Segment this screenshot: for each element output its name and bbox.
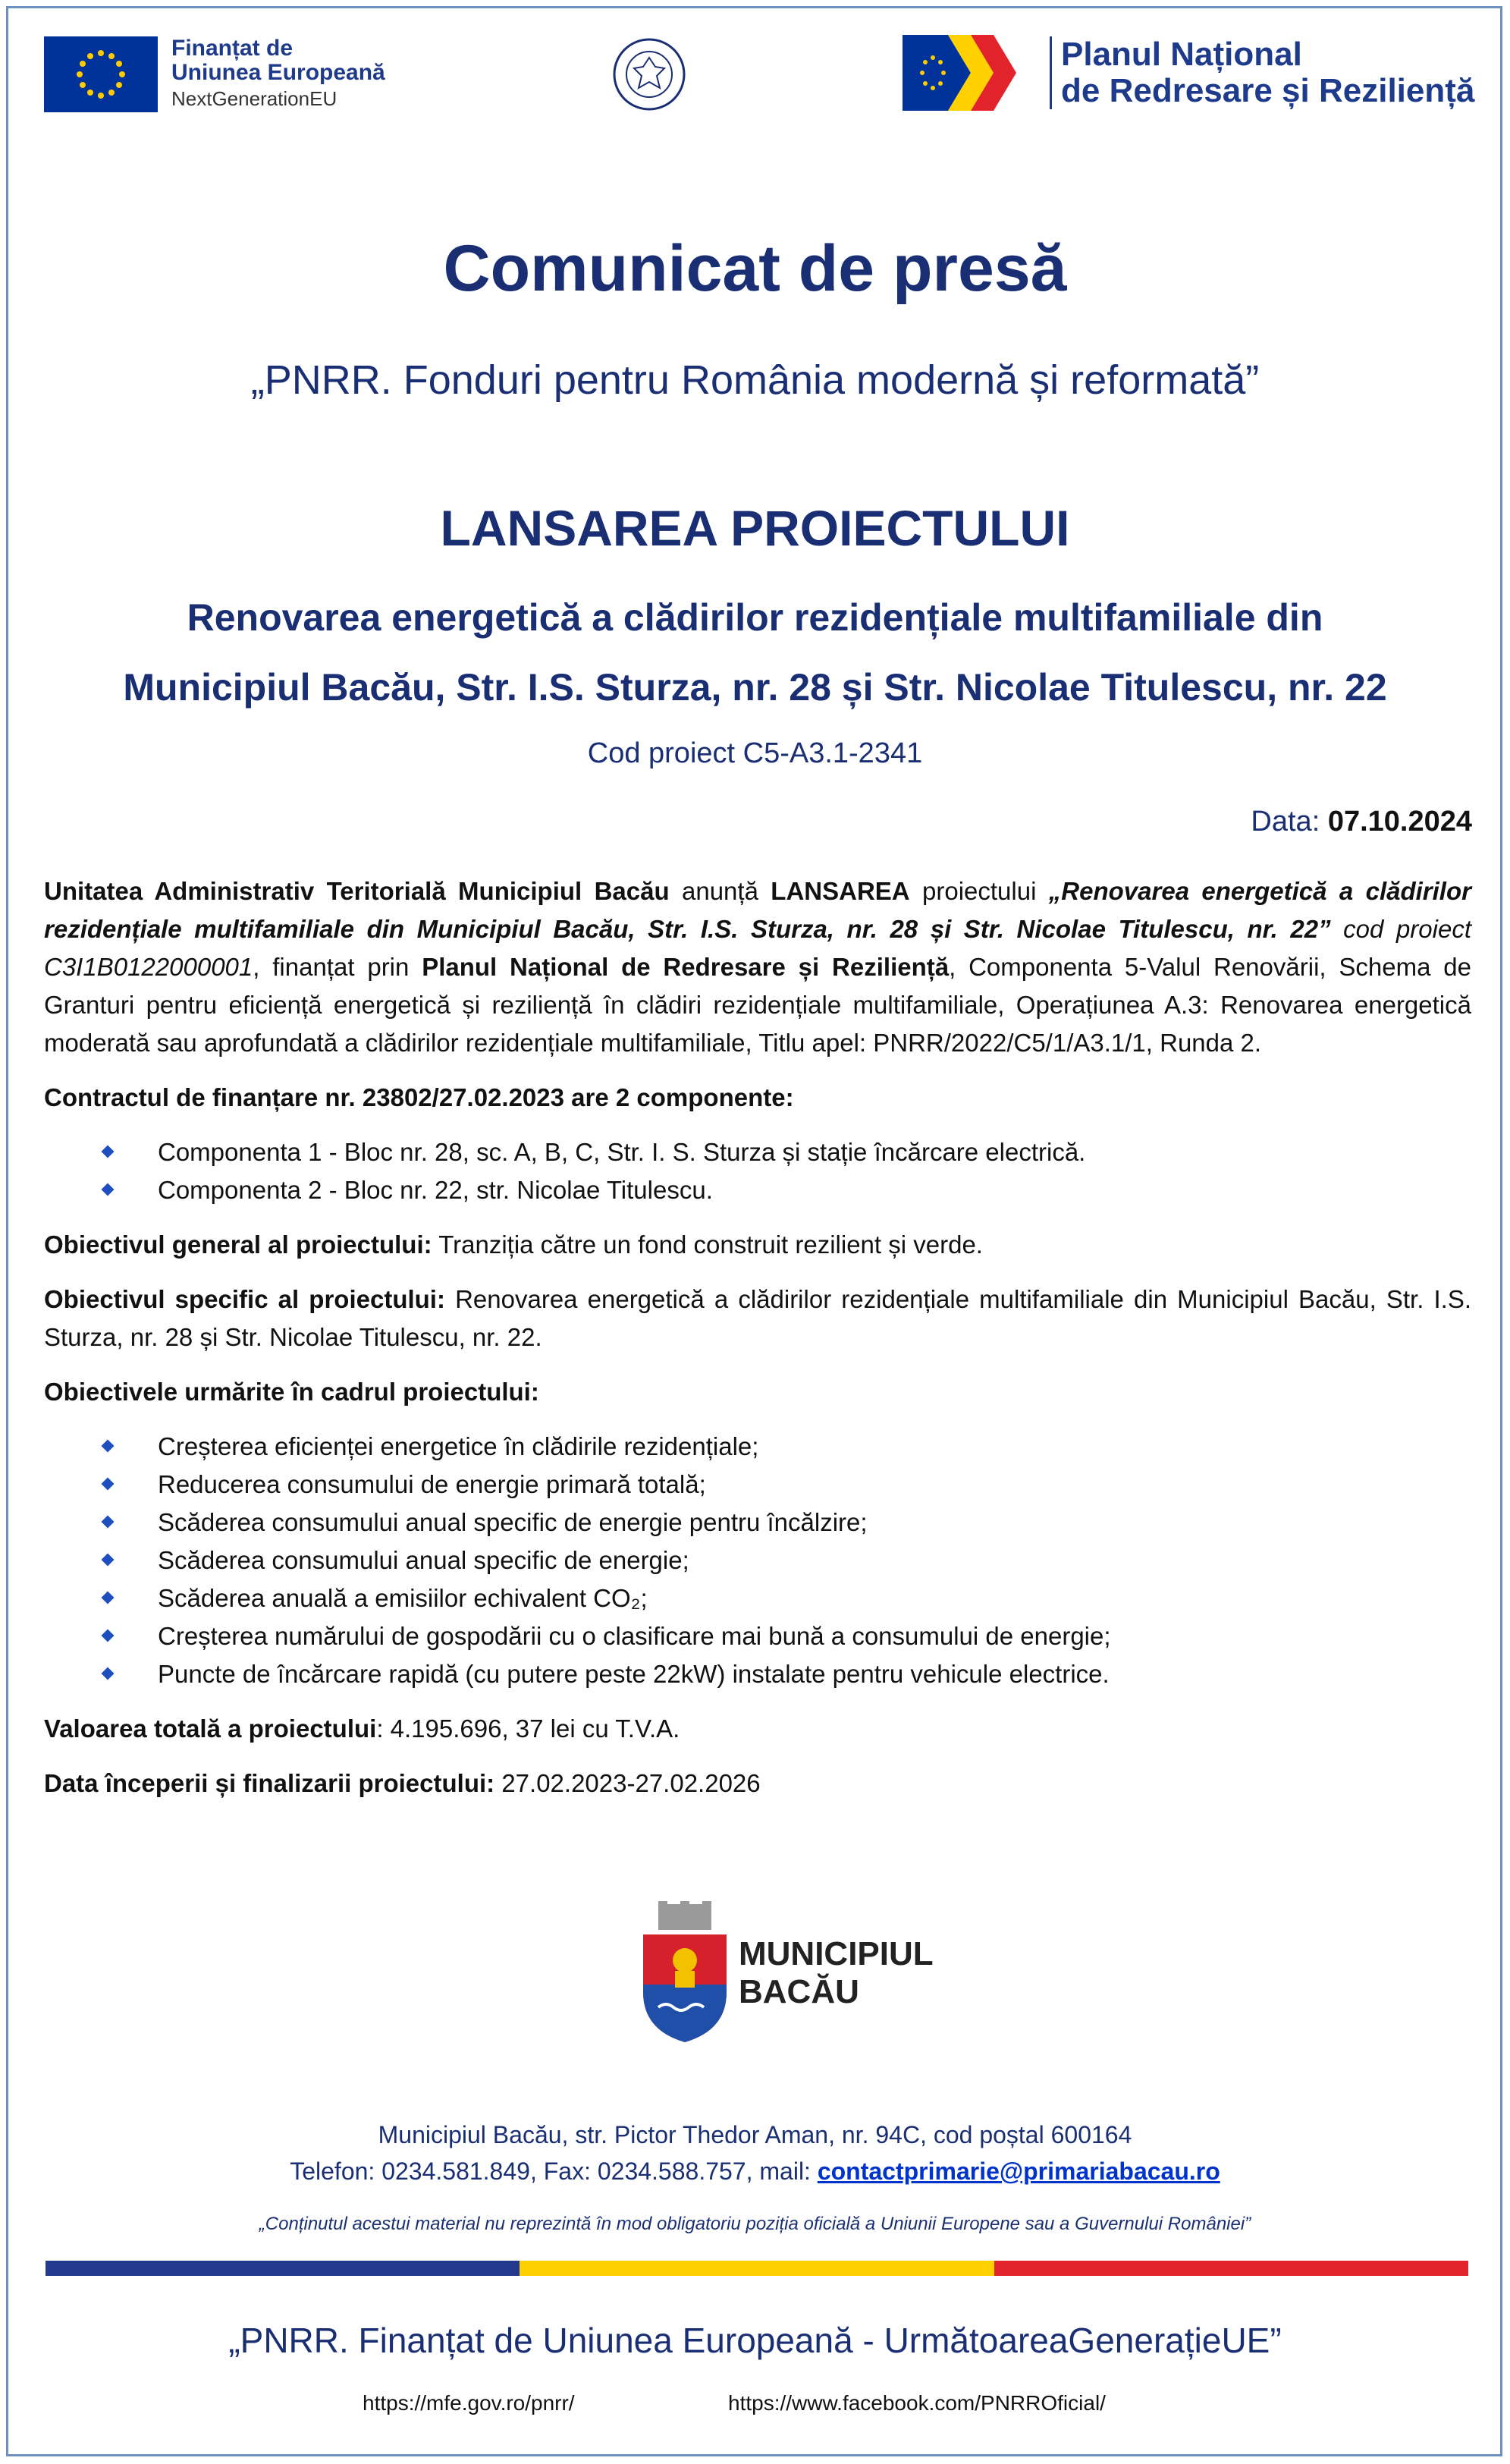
intro-paragraph xyxy=(44,872,1471,1062)
diamond-bullet-icon xyxy=(102,1667,115,1680)
pnrr-logo-line2: de Redresare și Reziliență xyxy=(1061,72,1475,109)
list-item: Componenta 2 - Bloc nr. 22, str. Nicolae Titulescu. xyxy=(44,1171,1471,1209)
footer-address: Municipiul Bacău, str. Pictor Thedor Aman, nr. 94C, cod poștal 600164 xyxy=(378,2121,1132,2148)
eu-logo-line2: Uniunea Europeană xyxy=(171,59,385,85)
intro-text: anunță xyxy=(669,877,771,905)
intro-entity: Unitatea Administrativ Teritorială Municipiul Bacău xyxy=(44,877,670,905)
footer-slogan: „PNRR. Finanțat de Uniunea Europeană - UrmătoareaGenerațieUE” xyxy=(228,2321,1282,2360)
diamond-bullet-icon xyxy=(102,1440,115,1453)
pnrr-logo-line1: Planul Național xyxy=(1061,35,1302,73)
date-label: Data: xyxy=(1251,806,1328,838)
bacau-label: BACĂU xyxy=(739,1973,859,2010)
specific-objective: Obiectivul specific al proiectului: Renovarea energetică a clădirilor rezidențiale multifamiliale din Municipiul Bacău, Str. I.S. Sturza, nr. 28 și Str. Nicolae Titulescu, nr. 22. xyxy=(44,1285,1472,1351)
press-release-body xyxy=(44,872,1471,1819)
stripe-red xyxy=(994,2261,1468,2276)
intro-pnrr: Planul Național de Redresare și Reziliență xyxy=(422,953,950,981)
date-value: 07.10.2024 xyxy=(1327,806,1472,838)
stripe-blue xyxy=(46,2261,520,2276)
tricolor-stripe xyxy=(46,2261,1468,2276)
diamond-bullet-icon xyxy=(102,1478,115,1491)
list-item: Scăderea anuală a emisiilor echivalent CO₂; xyxy=(44,1579,1471,1617)
list-item: Componenta 1 - Bloc nr. 28, sc. A, B, C, Str. I. S. Sturza și stație încărcare electrică. xyxy=(44,1133,1471,1171)
diamond-bullet-icon xyxy=(102,1592,115,1604)
project-title-line2: Municipiul Bacău, Str. I.S. Sturza, nr. 28 și Str. Nicolae Titulescu, nr. 22 xyxy=(123,666,1387,709)
stripe-yellow xyxy=(520,2261,994,2276)
project-title-line1: Renovarea energetică a clădirilor rezidențiale multifamiliale din xyxy=(187,596,1323,639)
list-item: Reducerea consumului de energie primară totală; xyxy=(44,1466,1471,1504)
diamond-bullet-icon xyxy=(102,1516,115,1529)
intro-text: , finanțat prin xyxy=(253,953,422,981)
disclaimer: „Conținutul acestui material nu reprezintă în mod obligatoriu poziția oficială a Uniunii Europene sau a Guvernului României” xyxy=(259,2214,1251,2234)
page-title: Comunicat de presă xyxy=(443,232,1067,305)
general-objective: Obiectivul general al proiectului: Tranziția către un fond construit rezilient și verde. xyxy=(44,1230,983,1259)
date xyxy=(1251,806,1472,838)
section-title: LANSAREA PROIECTULUI xyxy=(440,500,1070,556)
diamond-bullet-icon xyxy=(102,1630,115,1642)
project-code: Cod proiect C5-A3.1-2341 xyxy=(587,737,923,769)
intro-project-name: „Renovarea energetică a clădirilor rezidențiale multifamiliale din Municipiul Bacău, Str. I.S. Sturza, nr. 28 și Str. Nicolae Titulescu, nr. 22” xyxy=(44,877,1471,943)
intro-details: , Componenta 5-Valul Renovării, Schema de Granturi pentru eficiență energetică și reziliență în clădiri rezidențiale multifamiliale, Operațiunea A.3: Renovarea energetică moderată sau aprofundată a clădirilor rezidențiale multifamiliale, Titlu apel: PNRR/2022/C5/1/A3.1/1, Runda 2. xyxy=(44,953,1471,1057)
municipiul-bacau-logo xyxy=(636,1901,934,2045)
pnrr-flag-arrows-icon xyxy=(903,35,1039,111)
footer-contact xyxy=(0,2117,1510,2189)
objectives-list xyxy=(44,1428,1471,1693)
facebook-link[interactable]: https://www.facebook.com/PNRROficial/ xyxy=(728,2391,1106,2415)
list-item: Creșterea numărului de gospodării cu o clasificare mai bună a consumului de energie; xyxy=(44,1617,1471,1655)
objectives-heading: Obiectivele urmărite în cadrul proiectului: xyxy=(44,1378,539,1406)
eu-logo-line3: NextGenerationEU xyxy=(171,87,337,110)
mfe-link[interactable]: https://mfe.gov.ro/pnrr/ xyxy=(363,2391,575,2415)
intro-project-code: cod proiect C3I1B0122000001 xyxy=(44,915,1471,981)
list-item: Scăderea consumului anual specific de energie pentru încălzire; xyxy=(44,1504,1471,1542)
bacau-coat-of-arms-icon xyxy=(636,1901,734,2045)
list-item: Scăderea consumului anual specific de energie; xyxy=(44,1542,1471,1579)
intro-lansarea: LANSAREA xyxy=(771,877,910,905)
email-link[interactable]: contactprimarie@primariabacau.ro xyxy=(817,2158,1220,2185)
slogan: „PNRR. Fonduri pentru România modernă și reformată” xyxy=(250,357,1260,403)
total-value: Valoarea totală a proiectului: 4.195.696, 37 lei cu T.V.A. xyxy=(44,1714,680,1743)
components-list xyxy=(44,1133,1471,1209)
project-dates: Data începerii și finalizarii proiectului: 27.02.2023-27.02.2026 xyxy=(44,1769,761,1797)
eu-funding-logo xyxy=(44,36,385,112)
footer-phone-line: Telefon: 0234.581.849, Fax: 0234.588.757, mail: contactprimarie@primariabacau.ro xyxy=(290,2158,1220,2185)
contract-heading: Contractul de finanțare nr. 23802/27.02.2023 are 2 componente: xyxy=(44,1083,794,1111)
diamond-bullet-icon xyxy=(102,1554,115,1567)
diamond-bullet-icon xyxy=(102,1183,115,1196)
guvernul-romaniei-seal-icon xyxy=(611,36,687,112)
municipiul-label: MUNICIPIUL xyxy=(739,1935,934,1972)
eu-flag-icon xyxy=(44,36,158,112)
eu-logo-line1: Finanțat de xyxy=(171,36,294,61)
diamond-bullet-icon xyxy=(102,1146,115,1158)
pnrr-logo xyxy=(903,35,1474,111)
list-item: Puncte de încărcare rapidă (cu putere peste 22kW) instalate pentru vehicule electrice. xyxy=(44,1655,1471,1693)
intro-text: proiectului xyxy=(909,877,1049,905)
list-item: Creșterea eficienței energetice în clădirile rezidențiale; xyxy=(44,1428,1471,1466)
project-title xyxy=(0,583,1510,722)
